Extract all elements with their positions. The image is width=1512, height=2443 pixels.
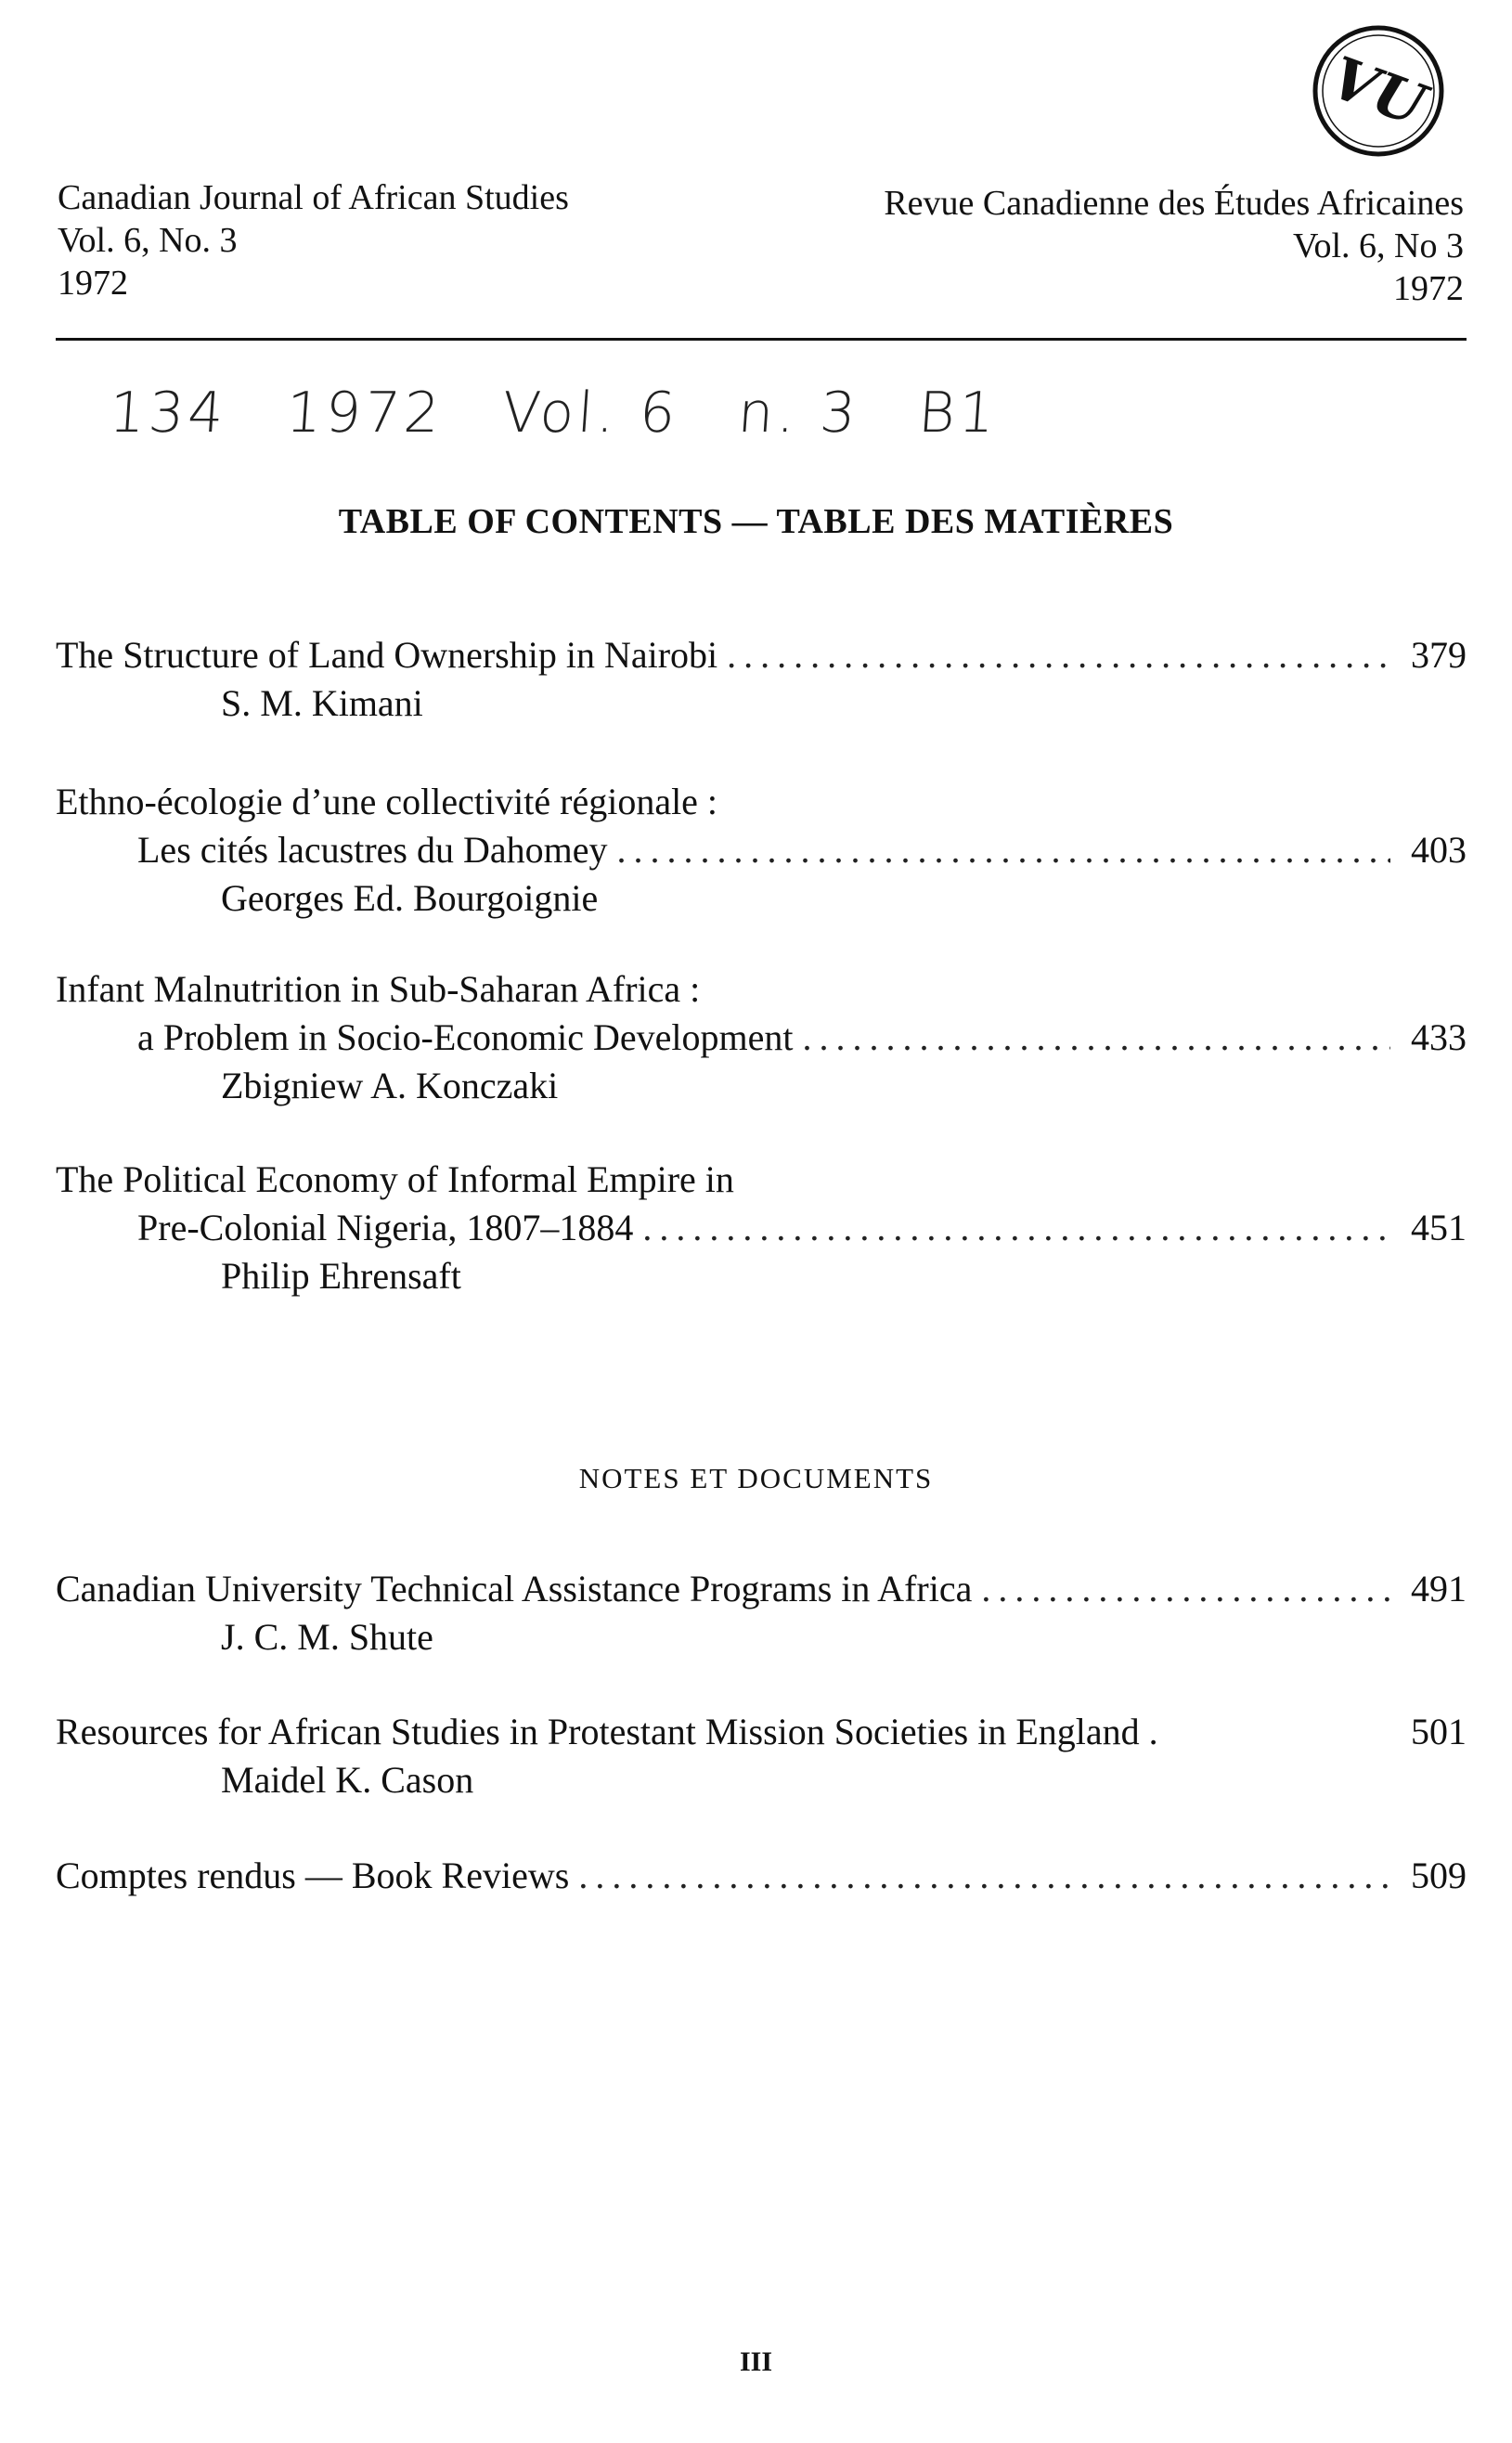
toc-entry (56, 1708, 1467, 1804)
entry-title: a Problem in Socio-Economic Development (137, 1016, 794, 1058)
entry-title: Resources for African Studies in Protestant Mission Societies in England . (56, 1711, 1158, 1752)
handwritten-part: Vol. 6 (499, 381, 681, 446)
entry-page: 403 (1411, 829, 1467, 871)
journal-volume-fr: Vol. 6, No 3 (1292, 226, 1464, 265)
leader-dots (578, 1852, 1390, 1900)
entry-title: Les cités lacustres du Dahomey (137, 829, 608, 871)
entry-title: Infant Malnutrition in Sub-Saharan Africa : (56, 968, 701, 1010)
entry-page: 451 (1411, 1207, 1467, 1248)
entry-page: 433 (1411, 1016, 1467, 1058)
leader-dots (803, 1014, 1390, 1062)
header-rule (56, 338, 1467, 341)
journal-title-en: Canadian Journal of African Studies (58, 178, 569, 217)
handwritten-part: 134 (107, 381, 229, 446)
entry-page: 509 (1411, 1855, 1467, 1896)
notes-section-title: NOTES ET DOCUMENTS (578, 1462, 934, 1494)
handwritten-catalog-note (108, 381, 1060, 446)
toc-title: TABLE OF CONTENTS — TABLE DES MATIÈRES (338, 502, 1174, 541)
entry-author: S. M. Kimani (221, 682, 423, 724)
toc-entry (56, 965, 1467, 1110)
entry-title: The Structure of Land Ownership in Nairobi (56, 634, 718, 676)
entry-title: Pre-Colonial Nigeria, 1807–1884 (137, 1207, 634, 1248)
journal-title-fr: Revue Canadienne des Études Africaines (884, 184, 1464, 223)
toc-entry (56, 778, 1467, 923)
toc-entry (56, 1852, 1467, 1900)
journal-year-en: 1972 (58, 264, 128, 303)
entry-page: 501 (1411, 1711, 1467, 1752)
toc-entry (56, 1156, 1467, 1300)
entry-author: Maidel K. Cason (221, 1759, 474, 1801)
entry-page: 491 (1411, 1568, 1467, 1609)
entry-title: Comptes rendus — Book Reviews (56, 1855, 570, 1896)
entry-author: Philip Ehrensaft (221, 1255, 461, 1297)
leader-dots (981, 1565, 1390, 1613)
handwritten-part: B1 (916, 381, 1001, 446)
entry-title: Ethno-écologie d’une collectivité régionale : (56, 781, 718, 822)
vu-stamp-icon (1304, 17, 1453, 165)
toc-entry (56, 1565, 1467, 1661)
entry-author: J. C. M. Shute (221, 1616, 433, 1658)
journal-year-fr: 1972 (1393, 269, 1464, 308)
handwritten-part: n. 3 (735, 381, 862, 446)
journal-header-en (58, 176, 569, 304)
page-folio: III (739, 2346, 773, 2377)
leader-dots (642, 1204, 1390, 1252)
entry-author: Georges Ed. Bourgoignie (221, 877, 599, 919)
journal-volume-en: Vol. 6, No. 3 (58, 221, 238, 260)
entry-page: 379 (1411, 634, 1467, 676)
leader-dots (727, 631, 1390, 679)
entry-title: The Political Economy of Informal Empire in (56, 1158, 734, 1200)
handwritten-part: 1972 (284, 381, 446, 446)
leader-dots (617, 826, 1390, 874)
entry-author: Zbigniew A. Konczaki (221, 1065, 559, 1106)
entry-title: Canadian University Technical Assistance Programs in Africa (56, 1568, 973, 1609)
stamp-text: VU (1322, 43, 1435, 140)
journal-header-fr (884, 182, 1464, 310)
toc-entry (56, 631, 1467, 728)
